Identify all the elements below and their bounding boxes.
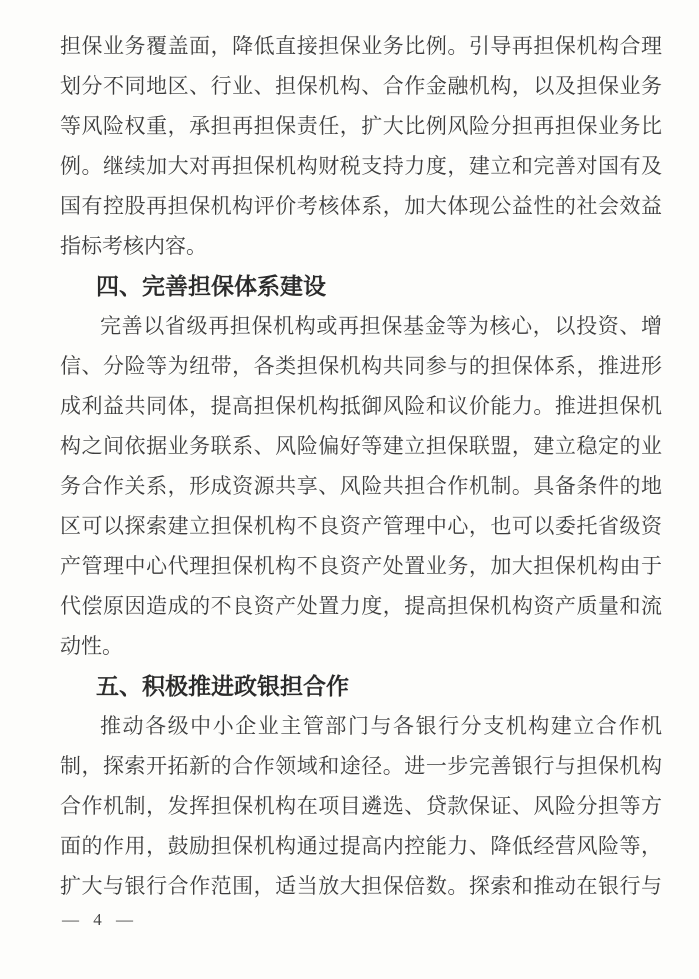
text-line: 扩大与银行合作范围，适当放大担保倍数。探索和推动在银行与 — [60, 874, 662, 898]
text-line: 代偿原因造成的不良资产处置力度，提高担保机构资产质量和流 — [60, 594, 662, 618]
text-line: 担保业务覆盖面，降低直接担保业务比例。引导再担保机构合理 — [60, 34, 662, 58]
text-line: 合作机制，发挥担保机构在项目遴选、贷款保证、风险分担等方 — [60, 794, 662, 818]
text-line: 国有控股再担保机构评价考核体系，加大体现公益性的社会效益 — [60, 194, 662, 218]
text-line: 成利益共同体，提高担保机构抵御风险和议价能力。推进担保机 — [60, 394, 662, 418]
text-line: 等风险权重，承担再担保责任，扩大比例风险分担再担保业务比 — [60, 114, 662, 138]
text-line: 务合作关系，形成资源共享、风险共担合作机制。具备条件的地 — [60, 474, 662, 498]
text-line: 构之间依据业务联系、风险偏好等建立担保联盟，建立稳定的业 — [60, 434, 662, 458]
text-line: 推动各级中小企业主管部门与各银行分支机构建立合作机 — [100, 714, 662, 738]
text-line: 面的作用，鼓励担保机构通过提高内控能力、降低经营风险等， — [60, 834, 662, 858]
page-number: — 4 — — [62, 910, 138, 929]
text-line: 信、分险等为纽带，各类担保机构共同参与的担保体系，推进形 — [60, 354, 662, 378]
text-line: 指标考核内容。 — [60, 234, 207, 258]
section-heading-4: 四、完善担保体系建设 — [96, 273, 326, 299]
text-line: 例。继续加大对再担保机构财税支持力度，建立和完善对国有及 — [60, 154, 662, 178]
document-text — [60, 26, 662, 906]
text-line: 制，探索开拓新的合作领域和途径。进一步完善银行与担保机构 — [60, 754, 662, 778]
text-line: 动性。 — [60, 634, 123, 658]
section-heading-5: 五、积极推进政银担合作 — [96, 673, 349, 699]
text-line: 完善以省级再担保机构或再担保基金等为核心，以投资、增 — [100, 314, 662, 338]
text-line: 区可以探索建立担保机构不良资产管理中心，也可以委托省级资 — [60, 514, 662, 538]
text-line: 产管理中心代理担保机构不良资产处置业务，加大担保机构由于 — [60, 554, 662, 578]
text-line: 划分不同地区、行业、担保机构、合作金融机构，以及担保业务 — [60, 74, 662, 98]
